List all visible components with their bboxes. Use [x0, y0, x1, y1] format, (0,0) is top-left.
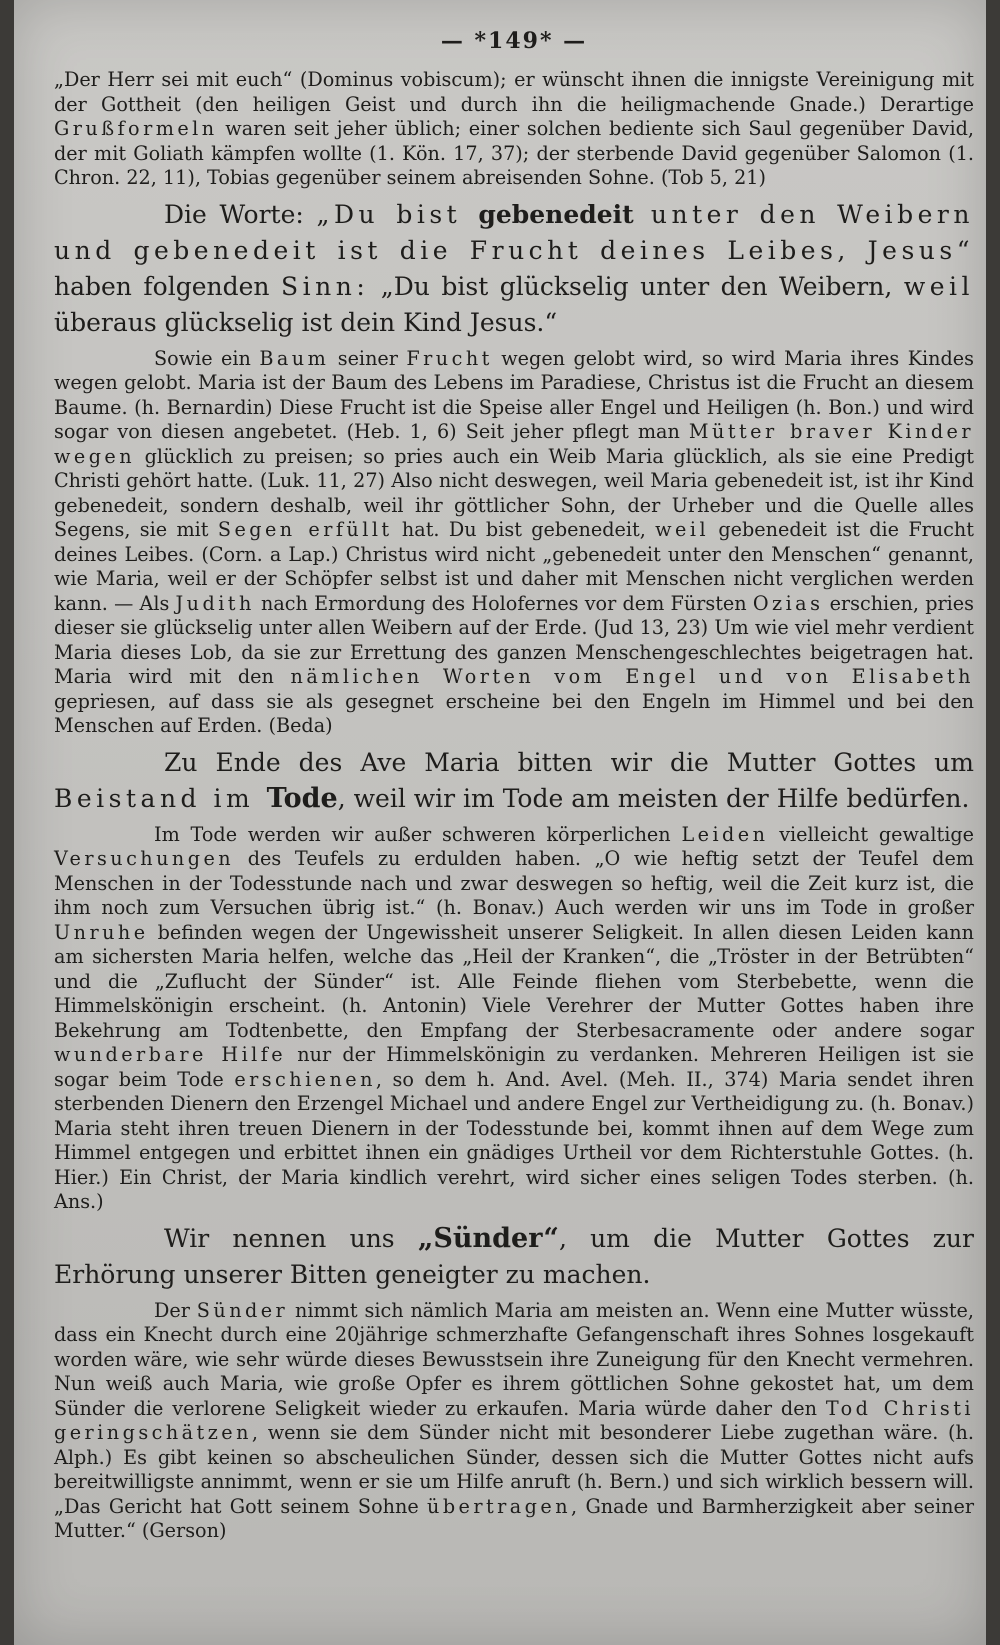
paragraph-sinner: [54, 1299, 974, 1544]
heading-suender: [54, 1221, 974, 1293]
text-span: Sowie ein: [154, 346, 260, 370]
emphasis-span: Unruhe: [54, 920, 149, 944]
text-span: nur der Himmelskönigin zu verdanken. Mehreren Heiligen ist sie sogar beim Tode: [54, 1043, 974, 1091]
emphasis-span: Ozias: [752, 591, 824, 615]
emphasis-span: Grußformeln: [54, 117, 218, 140]
heading-span: Beistand: [54, 783, 202, 813]
text-span: „Der Herr sei mit euch“ (Dominus vobiscum); er wünscht ihnen die innigste Vereinigung mit der Gottheit (den heiligen Geist und durch ihn die heiligmachende Gnade.) Derartige: [54, 68, 974, 116]
heading-span: Zu Ende des Ave Maria bitten wir die Mutter Gottes um: [164, 747, 974, 777]
text-span: gebenedeit ist die Frucht deines Leibes. (Corn. a Lap.) Christus wird nicht „gebenedeit unter den Menschen“ genannt, wie Maria, weil er der Schöpfer selbst ist und daher mit Menschen nicht verglichen werden kann. — Als: [54, 518, 974, 615]
emphasis-span: nämlichen Worten vom Engel und von Elisabeth: [290, 665, 974, 688]
text-span: seiner: [329, 346, 407, 370]
heading-span: , um die Mutter Gottes zur Erhörung unserer Bitten geneigter zu machen.: [54, 1223, 974, 1289]
emphasis-span: Sünder: [196, 1298, 289, 1322]
emphasis-span: Baum: [259, 346, 330, 370]
paragraph-death: [54, 823, 974, 1215]
heading-span: weil: [903, 271, 975, 301]
book-page: [14, 0, 986, 1645]
text-span: , Gnade und Barmherzigkeit aber seiner Mutter.“ (Gerson): [54, 1494, 974, 1542]
emphasis-span: Tod Christi geringschätzen: [54, 1396, 974, 1444]
text-span: , so dem h. And. Avel. (Meh. II., 374) Maria sendet ihren sterbenden Dienern den Erzengel Michael und andere Engel zur Vertheidigung zu. (h. Bonav.) Maria steht ihren treuen Dienern in der Todesstunde bei, kommt ihnen auf dem Wege zum Himmel entgegen und erbittet ihnen ein gnädiges Urtheil vor dem Richterstuhle Gottes. (h. Hier.) Ein Christ, der Maria kindlich verehrt, wird sicher eines seligen Todes sterben. (h. Ans.): [54, 1067, 975, 1213]
emphasis-span: Leiden: [681, 822, 769, 846]
emphasis-span: Frucht: [406, 346, 493, 370]
heading-bold-span: gebenedeit: [478, 199, 634, 229]
page-number: — *149* —: [440, 28, 588, 54]
heading-bold-span: Tode: [266, 782, 338, 814]
heading-span: „Du bist: [316, 199, 479, 229]
heading-span: haben folgenden: [54, 271, 282, 301]
heading-bold-span: „Sünder“: [417, 1222, 559, 1254]
text-span: hat. Du bist gebenedeit,: [392, 518, 656, 541]
emphasis-span: Mütter braver Kinder wegen: [54, 420, 974, 468]
page-content: [54, 28, 974, 1544]
text-span: des Teufels zu erdulden haben. „O wie heftig setzt der Teufel dem Menschen in der Todesstunde nach und zwar deswegen so heftig, weil die Zeit kurz ist, die ihm noch zum Versuchen übrig ist.“ (h. Bonav.) Auch werden wir uns im Tode in großer: [54, 847, 974, 919]
emphasis-span: Versuchungen: [54, 847, 235, 870]
text-span: gepriesen, auf dass sie als gesegnet erscheine bei den Engeln im Himmel und bei den Menschen auf Erden. (Beda): [54, 689, 974, 737]
text-span: nach Ermordung des Holofernes vor dem Fürsten: [254, 591, 753, 615]
text-span: Der: [154, 1298, 197, 1322]
emphasis-span: Segen erfüllt: [217, 518, 393, 541]
text-span: befinden wegen der Ungewissheit unserer Seligkeit. In allen diesen Leiden kann am sichersten Maria helfen, welche das „Heil der Kranken“, die „Tröster in der Betrübten“ und die „Zuflucht der Sünder“ ist. Alle Feinde fliehen vom Sterbebette, wenn die Himmelskönigin erscheint. (h. Antonin) Viele Verehrer der Mutter Gottes haben ihre Bekehrung am Todtenbette, den Empfang der Sterbesacramente oder andere sogar: [54, 920, 974, 1042]
heading-span: im: [201, 783, 267, 813]
paragraph-tree-fruit: [54, 347, 974, 739]
text-span: nimmt sich nämlich Maria am meisten an. Wenn eine Mutter wüsste, dass ein Knecht durch eine 20jährige schmerzhafte Gefangenschaft ihres Sohnes losgekauft worden wäre, wie sehr würde dieses Bewusstsein ihre Zuneigung für den Knecht vermehren. Nun weiß auch Maria, wie große Opfer es ihrem göttlichen Sohne gekostet hat, um dem Sünder die verlorene Seligkeit wieder zu erkaufen. Maria würde daher den: [54, 1298, 975, 1420]
heading-span: „Du bist glückselig unter den Weibern,: [369, 271, 904, 301]
text-span: Im Tode werden wir außer schweren körperlichen: [154, 822, 682, 846]
emphasis-span: wunderbare Hilfe: [54, 1043, 287, 1066]
heading-span: unter den Weibern und gebenedeit ist die Frucht deines Leibes, Jesus“: [54, 199, 974, 265]
paragraph-greeting: [54, 68, 974, 191]
heading-span: Die Worte:: [164, 199, 317, 229]
emphasis-span: weil: [655, 518, 710, 541]
text-span: waren seit jeher üblich; einer solchen bediente sich Saul gegenüber David, der mit Goliath kämpfen wollte (1. Kön. 17, 37); der sterbende David gegenüber Salomon (1. Chron. 22, 11), Tobias gegenüber seinem abreisenden Sohne. (Tob 5, 21): [54, 117, 974, 189]
text-span: , wenn sie dem Sünder nicht mit besonderer Liebe zugethan wäre. (h. Alph.) Es gibt keinen so abscheulichen Sünder, dessen sich die Mutter Gottes nicht aufs bereitwilligste annimmt, wenn er sie um Hilfe anruft (h. Bern.) und sich wirklich bessern will. „Das Gericht hat Gott seinem Sohne: [54, 1421, 974, 1518]
heading-span: überaus glückselig ist dein Kind Jesus.“: [54, 307, 558, 337]
heading-beistand-im-tode: [54, 745, 974, 817]
text-span: wegen gelobt wird, so wird Maria ihres Kindes wegen gelobt. Maria ist der Baum des Lebens im Paradiese, Christus ist die Frucht an diesem Baume. (h. Bernardin) Diese Frucht ist die Speise aller Engel und Heiligen (h. Bon.) und wird sogar von diesen angebetet. (Heb. 1, 6) Seit jeher pflegt man: [54, 346, 975, 443]
heading-span: , weil wir im Tode am meisten der Hilfe bedürfen.: [337, 783, 970, 813]
text-span: glücklich zu preisen; so pries auch ein Weib Maria glücklich, als sie eine Predigt Christi gehört hatte. (Luk. 11, 27) Also nicht deswegen, weil Maria gebenedeit ist, ist ihr Kind gebenedeit, sondern deshalb, weil ihr göttlicher Sohn, der Urheber und die Quelle alles Segens, sie mit: [54, 444, 974, 541]
text-span: erschien, pries dieser sie glückselig unter allen Weibern auf der Erde. (Jud 13, 23) Um wie viel mehr verdient Maria dieses Lob, da sie zur Errettung des ganzen Menschengeschlechtes beigetragen hat. Maria wird mit den: [54, 591, 974, 688]
heading-span: Sinn:: [281, 271, 370, 301]
emphasis-span: erschienen: [234, 1067, 376, 1091]
text-span: vielleicht gewaltige: [768, 822, 975, 846]
emphasis-span: Judith: [175, 591, 255, 615]
heading-span: Wir nennen uns: [164, 1223, 418, 1253]
heading-gebenedeit: [54, 197, 974, 341]
emphasis-span: übertragen: [427, 1494, 572, 1518]
